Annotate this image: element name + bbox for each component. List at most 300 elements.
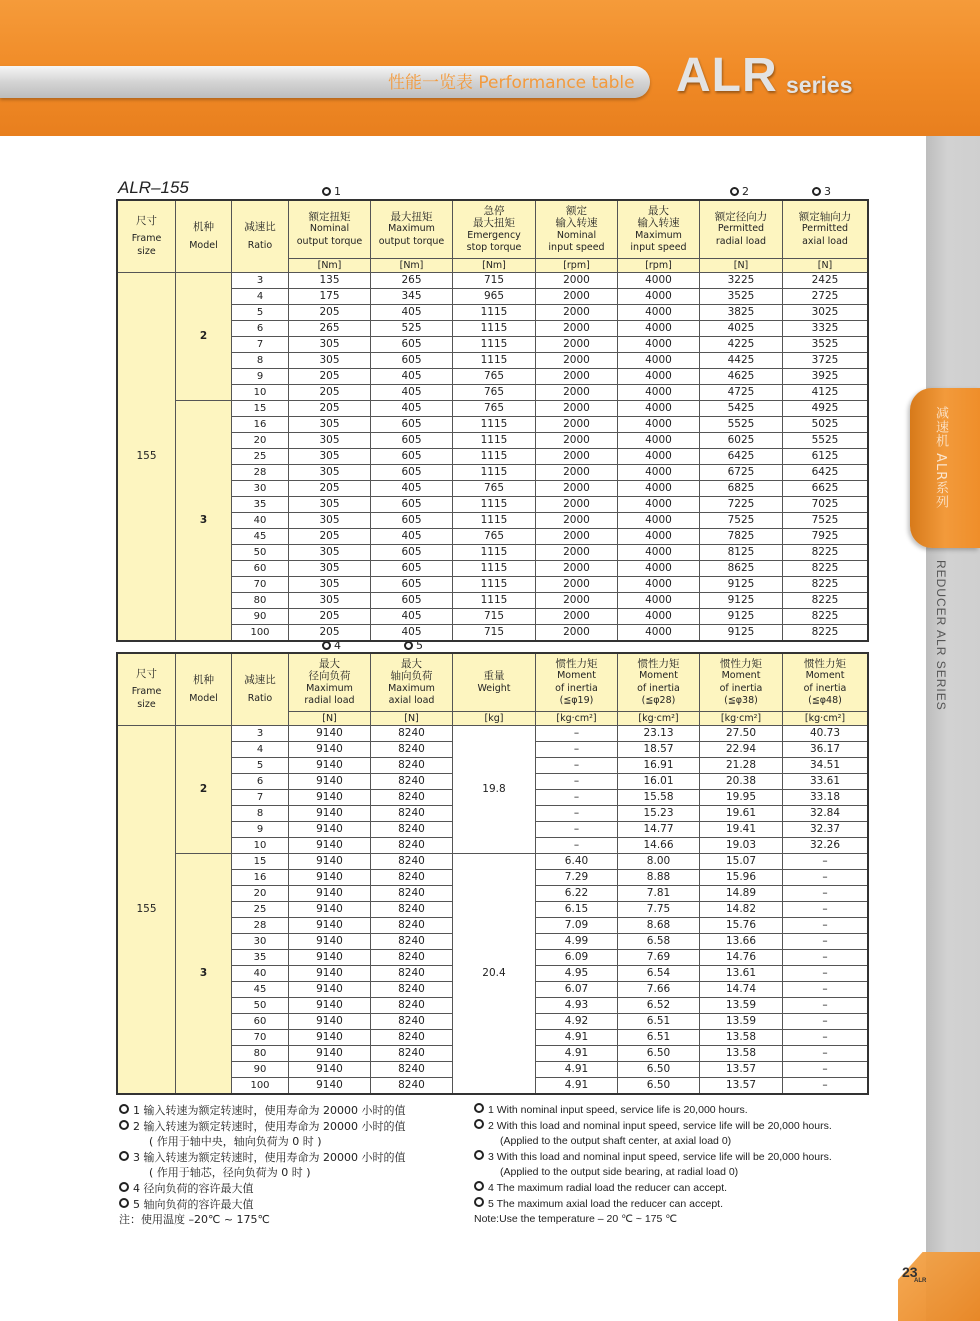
column-header-en: Maximum [388,682,435,694]
value-cell: 9140 [289,934,371,950]
ratio-cell: 8 [232,806,289,822]
value-cell: 9140 [289,790,371,806]
value-cell: 3525 [700,289,783,305]
performance-table [117,200,868,641]
value-cell: 3925 [783,369,868,385]
value-cell: 405 [371,625,453,641]
value-cell: 135 [289,273,371,289]
ratio-cell: 16 [232,417,289,433]
value-cell: 8240 [371,1062,453,1078]
value-cell: 13.59 [700,998,783,1014]
value-cell: 14.74 [700,982,783,998]
value-cell: 13.57 [700,1062,783,1078]
value-cell: – [783,998,868,1014]
ratio-cell: 30 [232,481,289,497]
footnote-marker-1: 1 [322,185,341,198]
note-line [119,1212,469,1228]
note-text: 注：使用温度 –20℃ ~ 175℃ [119,1213,270,1227]
value-cell: 9140 [289,822,371,838]
value-cell: 305 [289,465,371,481]
ratio-cell: 10 [232,385,289,401]
value-cell: 605 [371,449,453,465]
value-cell: 8240 [371,934,453,950]
note-marker-icon [474,1119,484,1129]
value-cell: 13.66 [700,934,783,950]
value-cell: 605 [371,433,453,449]
value-cell: 405 [371,369,453,385]
value-cell: 13.59 [700,1014,783,1030]
value-cell: 1115 [453,513,536,529]
model-cell: 2 [176,273,232,401]
column-header-cn: 轴向负荷 [390,670,433,682]
value-cell: 8240 [371,1030,453,1046]
value-cell: 23.13 [618,726,700,742]
column-header-en: (≦φ19) [559,695,594,706]
weight-cell: 20.4 [453,854,536,1094]
value-cell: 6.50 [618,1078,700,1094]
note-text: Note:Use the temperature – 20 ℃ ~ 175 ℃ [474,1213,678,1226]
ratio-cell: 80 [232,593,289,609]
value-cell: 9140 [289,950,371,966]
column-header [700,654,783,712]
column-header-en: Frame [131,686,162,698]
value-cell: 9140 [289,902,371,918]
value-cell: 6625 [783,481,868,497]
column-header [232,201,289,273]
value-cell: 9140 [289,1078,371,1094]
value-cell: 1115 [453,577,536,593]
value-cell: 4000 [618,289,700,305]
column-header-en: output torque [296,235,363,247]
note-marker-icon [119,1182,129,1192]
value-cell: 13.61 [700,966,783,982]
column-header [176,201,232,273]
column-header-en: Ratio [247,692,273,704]
note-text: 3 With this load and nominal input speed, service life will be 20,000 hours. [488,1150,832,1163]
note-marker-icon [474,1181,484,1191]
value-cell: 15.07 [700,854,783,870]
value-cell: 4000 [618,337,700,353]
value-cell: 8225 [783,593,868,609]
ratio-cell: 80 [232,1046,289,1062]
column-header [118,654,176,726]
column-header-en: Moment [721,670,761,681]
value-cell: 19.03 [700,838,783,854]
column-header-en: axial load [802,235,848,247]
value-cell: 4000 [618,545,700,561]
ratio-cell: 15 [232,401,289,417]
value-cell: 4000 [618,433,700,449]
weight-cell: 19.8 [453,726,536,854]
value-cell: 33.18 [783,790,868,806]
value-cell: 4.91 [536,1062,618,1078]
value-cell: 405 [371,305,453,321]
value-cell: 765 [453,529,536,545]
value-cell: 8240 [371,774,453,790]
column-header-en: Moment [639,670,678,681]
value-cell: 1115 [453,417,536,433]
value-cell: 9140 [289,806,371,822]
value-cell: 2000 [536,561,618,577]
column-header-en: output torque [378,235,445,247]
value-cell: 8.88 [618,870,700,886]
value-cell: 32.37 [783,822,868,838]
value-cell: 19.95 [700,790,783,806]
value-cell: 8240 [371,1014,453,1030]
ratio-cell: 35 [232,950,289,966]
column-header-en: input speed [548,242,605,253]
value-cell: 36.17 [783,742,868,758]
value-cell: 9125 [700,593,783,609]
value-cell: – [783,902,868,918]
column-header-cn: 输入转速 [637,217,680,229]
value-cell: 6825 [700,481,783,497]
value-cell: 8225 [783,545,868,561]
ratio-cell: 3 [232,273,289,289]
value-cell: 605 [371,497,453,513]
value-cell: 4000 [618,449,700,465]
value-cell: 765 [453,369,536,385]
column-header [783,654,868,712]
column-header-en: Moment [557,670,596,681]
column-header-en: size [137,698,156,710]
column-header-en: (≦φ28) [641,695,676,706]
value-cell: 8240 [371,918,453,934]
table-row [118,273,868,289]
value-cell: 14.82 [700,902,783,918]
value-cell: 8225 [783,561,868,577]
value-cell: 5525 [700,417,783,433]
value-cell: 715 [453,273,536,289]
value-cell: 6125 [783,449,868,465]
value-cell: 7.09 [536,918,618,934]
value-cell: 9140 [289,1014,371,1030]
value-cell: 4.99 [536,934,618,950]
value-cell: 525 [371,321,453,337]
column-header [453,201,536,259]
value-cell: 34.51 [783,758,868,774]
value-cell: 4000 [618,561,700,577]
value-cell: 3325 [783,321,868,337]
column-header-cn: 重量 [483,670,505,682]
value-cell: 205 [289,625,371,641]
value-cell: 715 [453,625,536,641]
ratio-cell: 7 [232,790,289,806]
column-unit: [N] [700,259,783,273]
value-cell: 8225 [783,577,868,593]
value-cell: 765 [453,385,536,401]
column-header-cn: 尺寸 [136,214,157,227]
ratio-cell: 6 [232,321,289,337]
column-unit: [N] [371,712,453,726]
column-header-en: Moment [805,670,845,681]
column-header-en: Permitted [717,223,765,235]
value-cell: – [536,822,618,838]
value-cell: 4000 [618,609,700,625]
value-cell: 8240 [371,790,453,806]
note-line [119,1165,469,1181]
ratio-cell: 70 [232,577,289,593]
value-cell: – [783,1046,868,1062]
value-cell: 4925 [783,401,868,417]
value-cell: 4000 [618,593,700,609]
value-cell: 8240 [371,870,453,886]
value-cell: 1115 [453,497,536,513]
note-marker-icon [119,1151,129,1161]
frame-size-cell: 155 [118,273,176,641]
value-cell: 205 [289,369,371,385]
value-cell: 9140 [289,886,371,902]
value-cell: 8240 [371,1046,453,1062]
value-cell: 405 [371,481,453,497]
value-cell: 13.58 [700,1030,783,1046]
note-text: 2 With this load and nominal input speed, service life will be 20,000 hours. [488,1119,832,1132]
value-cell: 6.15 [536,902,618,918]
value-cell: 305 [289,433,371,449]
value-cell: 4000 [618,353,700,369]
value-cell: 4225 [700,337,783,353]
value-cell: 19.61 [700,806,783,822]
column-unit: [rpm] [536,259,618,273]
value-cell: 4.91 [536,1078,618,1094]
note-marker-icon [119,1120,129,1130]
value-cell: 605 [371,417,453,433]
value-cell: 6.50 [618,1046,700,1062]
column-unit: [rpm] [618,259,700,273]
value-cell: 4000 [618,369,700,385]
column-header-cn: 惯性力矩 [637,657,680,670]
value-cell: 8.00 [618,854,700,870]
value-cell: 4725 [700,385,783,401]
column-header-cn: 径向负荷 [308,670,351,682]
value-cell: 8240 [371,726,453,742]
notes-chinese [119,1103,469,1228]
value-cell: 605 [371,545,453,561]
value-cell: 9140 [289,982,371,998]
value-cell: 4125 [783,385,868,401]
value-cell: 205 [289,529,371,545]
value-cell: 5025 [783,417,868,433]
value-cell: 605 [371,353,453,369]
ratio-cell: 3 [232,726,289,742]
column-unit: [kg·cm²] [700,712,783,726]
value-cell: 8240 [371,806,453,822]
value-cell: 1115 [453,321,536,337]
ratio-cell: 20 [232,886,289,902]
value-cell: 715 [453,609,536,625]
value-cell: 32.84 [783,806,868,822]
column-header-cn: 额定径向力 [714,210,768,223]
value-cell: – [783,982,868,998]
value-cell: 2000 [536,481,618,497]
ratio-cell: 40 [232,513,289,529]
note-line [119,1181,469,1197]
value-cell: 5425 [700,401,783,417]
value-cell: – [536,742,618,758]
value-cell: 9140 [289,726,371,742]
value-cell: 405 [371,385,453,401]
value-cell: 2000 [536,497,618,513]
column-header-en: (≦φ48) [808,695,842,706]
value-cell: 7.75 [618,902,700,918]
model-cell: 2 [176,726,232,854]
column-header-cn: 最大 [401,657,422,670]
value-cell: 8225 [783,625,868,641]
value-cell: 6.50 [618,1062,700,1078]
value-cell: 2000 [536,417,618,433]
value-cell: 9140 [289,1046,371,1062]
value-cell: – [536,790,618,806]
value-cell: 4.93 [536,998,618,1014]
right-sidebar [926,136,980,1321]
value-cell: 4425 [700,353,783,369]
value-cell: 8240 [371,1078,453,1094]
column-header-cn: 急停 [483,204,505,217]
note-marker-icon [119,1198,129,1208]
value-cell: 2000 [536,545,618,561]
value-cell: 305 [289,513,371,529]
value-cell: 6725 [700,465,783,481]
column-header-cn: 减速比 [244,221,276,233]
column-header-en: of inertia [555,682,598,694]
column-header-en: size [137,245,156,257]
table-row [118,726,868,742]
value-cell: 9140 [289,998,371,1014]
ratio-cell: 8 [232,353,289,369]
value-cell: 8240 [371,742,453,758]
value-cell: 2000 [536,625,618,641]
value-cell: 4000 [618,321,700,337]
value-cell: 6.52 [618,998,700,1014]
column-header [536,654,618,712]
value-cell: 4000 [618,529,700,545]
note-text: 5 The maximum axial load the reducer can accept. [488,1197,724,1210]
column-header-cn: 惯性力矩 [555,657,598,670]
value-cell: 15.96 [700,870,783,886]
value-cell: 8.68 [618,918,700,934]
value-cell: 765 [453,481,536,497]
value-cell: 33.61 [783,774,868,790]
note-line [474,1150,914,1166]
value-cell: – [783,966,868,982]
ratio-cell: 28 [232,918,289,934]
sidebar-tab-label: 减速机 ALR系列 [933,406,948,510]
value-cell: 15.23 [618,806,700,822]
value-cell: 8240 [371,886,453,902]
table-row [118,401,868,417]
value-cell: 1115 [453,465,536,481]
value-cell: 1115 [453,337,536,353]
value-cell: 405 [371,401,453,417]
value-cell: 4025 [700,321,783,337]
note-line [474,1134,914,1150]
value-cell: 4625 [700,369,783,385]
ratio-cell: 7 [232,337,289,353]
value-cell: 19.41 [700,822,783,838]
column-unit: [N] [783,259,868,273]
column-header [700,201,783,259]
column-header-en: Permitted [801,223,849,235]
note-line [119,1119,469,1135]
ratio-cell: 90 [232,609,289,625]
value-cell: 4000 [618,305,700,321]
ratio-cell: 90 [232,1062,289,1078]
note-line [474,1165,914,1181]
value-cell: 2000 [536,305,618,321]
value-cell: 8240 [371,966,453,982]
value-cell: 2000 [536,321,618,337]
value-cell: 9140 [289,918,371,934]
value-cell: 6025 [700,433,783,449]
page-code: ALR [914,1278,927,1284]
note-line [474,1212,914,1228]
ratio-cell: 50 [232,998,289,1014]
value-cell: 9140 [289,1062,371,1078]
ratio-cell: 60 [232,561,289,577]
column-header-cn: 惯性力矩 [720,657,762,670]
ratio-cell: 20 [232,433,289,449]
value-cell: 4000 [618,273,700,289]
footnote-marker-2: 2 [730,185,749,198]
value-cell: 2000 [536,609,618,625]
note-marker-icon [474,1150,484,1160]
column-header-cn: 最大 [319,657,340,670]
ratio-cell: 60 [232,1014,289,1030]
value-cell: 305 [289,593,371,609]
column-unit: [N] [289,712,371,726]
value-cell: 2000 [536,385,618,401]
value-cell: 4000 [618,497,700,513]
value-cell: 265 [289,321,371,337]
value-cell: 205 [289,401,371,417]
value-cell: 965 [453,289,536,305]
column-header-cn: 减速比 [244,674,276,686]
note-line [474,1181,914,1197]
value-cell: 8240 [371,854,453,870]
column-header-en: Ratio [247,239,273,251]
ratio-cell: 5 [232,758,289,774]
value-cell: 9140 [289,742,371,758]
ratio-cell: 4 [232,742,289,758]
column-header [289,654,371,712]
value-cell: 305 [289,497,371,513]
value-cell: – [783,886,868,902]
column-unit: [Nm] [453,259,536,273]
notes-english [474,1103,914,1228]
column-header-en: stop torque [466,242,522,253]
value-cell: 1115 [453,353,536,369]
value-cell: – [536,758,618,774]
page-number: 23 [902,1264,918,1280]
value-cell: 8625 [700,561,783,577]
value-cell: 6.40 [536,854,618,870]
ratio-cell: 70 [232,1030,289,1046]
value-cell: 7.81 [618,886,700,902]
ratio-cell: 45 [232,982,289,998]
ratio-cell: 100 [232,625,289,641]
value-cell: 8125 [700,545,783,561]
ratio-cell: 6 [232,774,289,790]
value-cell: 6.51 [618,1030,700,1046]
ratio-cell: 10 [232,838,289,854]
value-cell: 405 [371,609,453,625]
value-cell: 4000 [618,577,700,593]
column-header-cn: 机种 [193,221,214,233]
note-line [474,1103,914,1119]
value-cell: 7925 [783,529,868,545]
model-cell: 3 [176,854,232,1094]
value-cell: 305 [289,449,371,465]
